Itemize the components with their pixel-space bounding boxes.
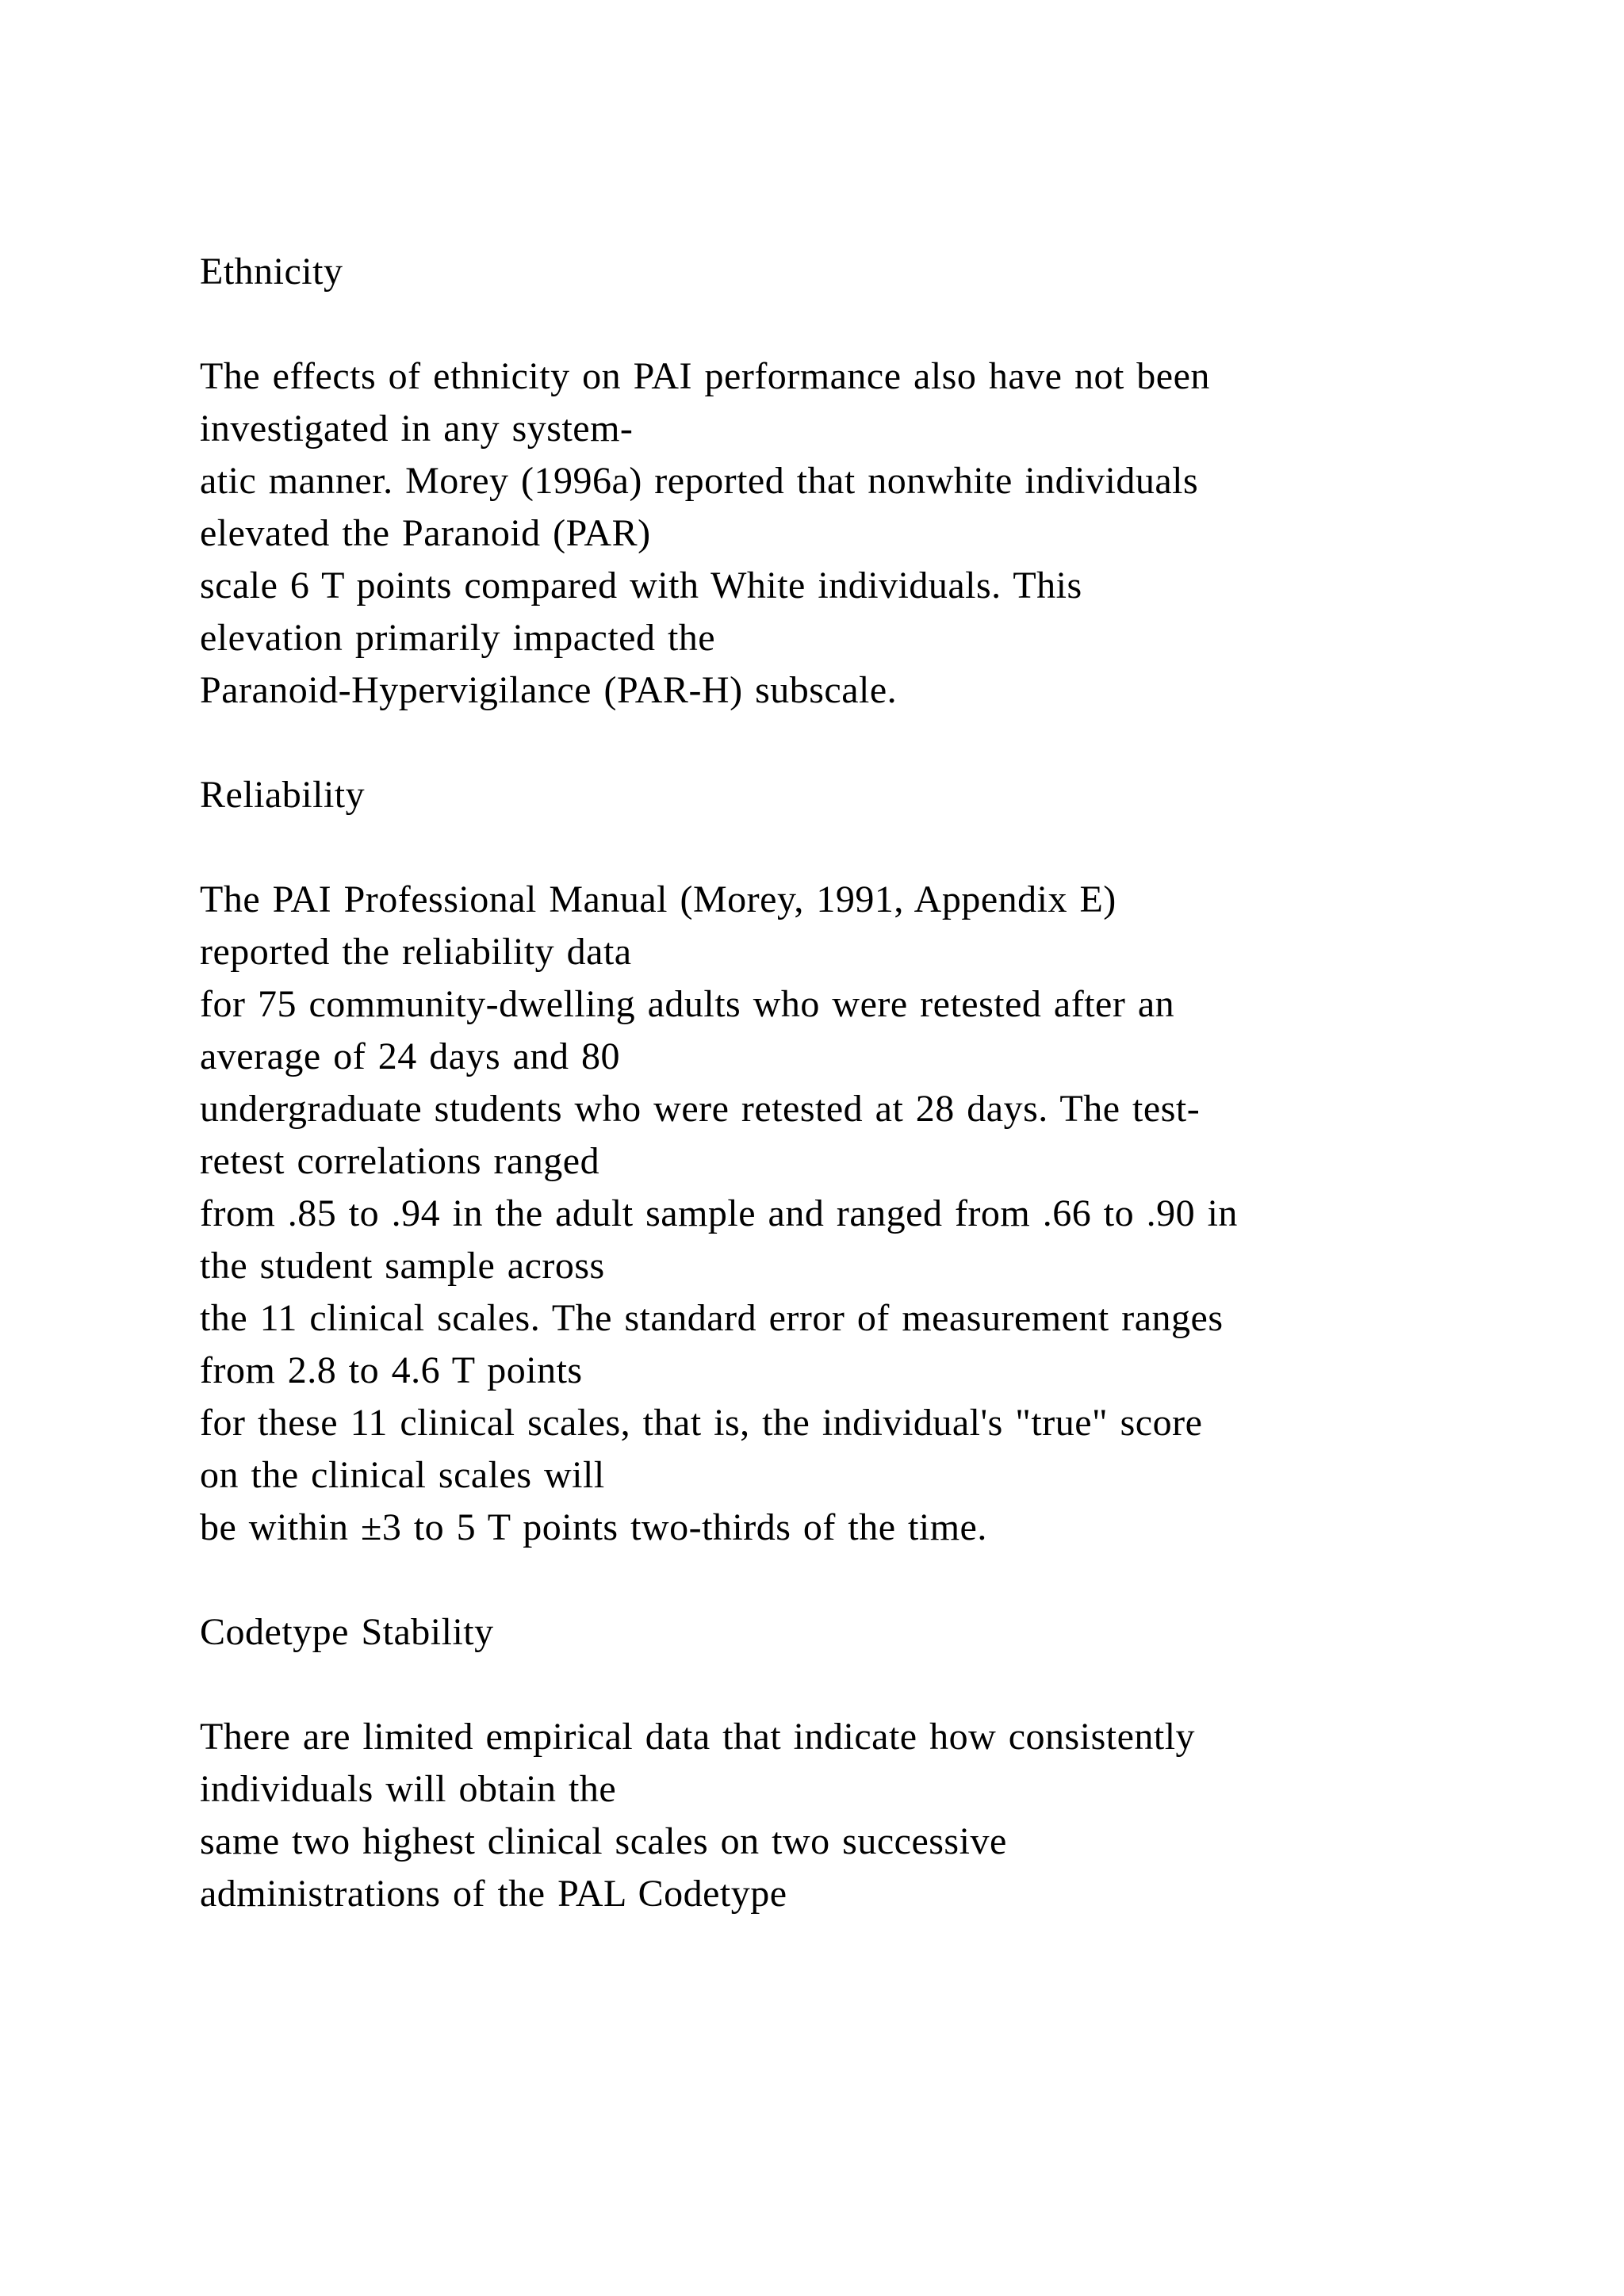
section-heading: Codetype Stability bbox=[200, 1611, 494, 1653]
text-line: elevated the Paranoid (PAR) bbox=[200, 512, 651, 554]
section-gap bbox=[200, 1554, 1548, 1606]
text-line: undergraduate students who were retested at 28 days. The test- bbox=[200, 1088, 1201, 1130]
text-line: retest correlations ranged bbox=[200, 1140, 600, 1182]
text-line: atic manner. Morey (1996a) reported that nonwhite individuals bbox=[200, 460, 1199, 502]
paragraph bbox=[200, 350, 1548, 717]
text-line: individuals will obtain the bbox=[200, 1768, 617, 1810]
text-line: The PAI Professional Manual (Morey, 1991, Appendix E) bbox=[200, 878, 1116, 920]
section-gap bbox=[200, 717, 1548, 769]
text-line: the 11 clinical scales. The standard error of measurement ranges bbox=[200, 1297, 1224, 1339]
text-line: the student sample across bbox=[200, 1245, 605, 1287]
section-reliability bbox=[200, 769, 1548, 1554]
document-body bbox=[200, 246, 1548, 1920]
text-line: The effects of ethnicity on PAI performance also have not been bbox=[200, 355, 1210, 397]
text-line: There are limited empirical data that indicate how consistently bbox=[200, 1716, 1196, 1758]
text-line: average of 24 days and 80 bbox=[200, 1035, 620, 1077]
text-line: scale 6 T points compared with White individuals. This bbox=[200, 564, 1082, 607]
paragraph-gap bbox=[200, 298, 1548, 350]
paragraph bbox=[200, 874, 1548, 1554]
text-line: reported the reliability data bbox=[200, 931, 632, 973]
text-line: investigated in any system- bbox=[200, 408, 634, 450]
section-heading: Reliability bbox=[200, 774, 366, 816]
text-line: administrations of the PAL Codetype bbox=[200, 1873, 787, 1915]
text-line: same two highest clinical scales on two successive bbox=[200, 1820, 1007, 1862]
text-line: on the clinical scales will bbox=[200, 1454, 605, 1496]
section-heading: Ethnicity bbox=[200, 251, 343, 293]
text-line: elevation primarily impacted the bbox=[200, 617, 716, 659]
text-line: for 75 community-dwelling adults who were retested after an bbox=[200, 983, 1175, 1025]
paragraph bbox=[200, 1711, 1548, 1920]
paragraph-gap bbox=[200, 1659, 1548, 1711]
text-line: for these 11 clinical scales, that is, the individual's "true" score bbox=[200, 1402, 1203, 1444]
text-line: from .85 to .94 in the adult sample and ranged from .66 to .90 in bbox=[200, 1192, 1238, 1234]
text-line: be within ±3 to 5 T points two-thirds of the time. bbox=[200, 1506, 987, 1548]
paragraph-gap bbox=[200, 821, 1548, 874]
section-codetype-stability bbox=[200, 1606, 1548, 1920]
section-ethnicity bbox=[200, 246, 1548, 717]
text-line: Paranoid-Hypervigilance (PAR-H) subscale. bbox=[200, 669, 898, 711]
text-line: from 2.8 to 4.6 T points bbox=[200, 1349, 583, 1391]
